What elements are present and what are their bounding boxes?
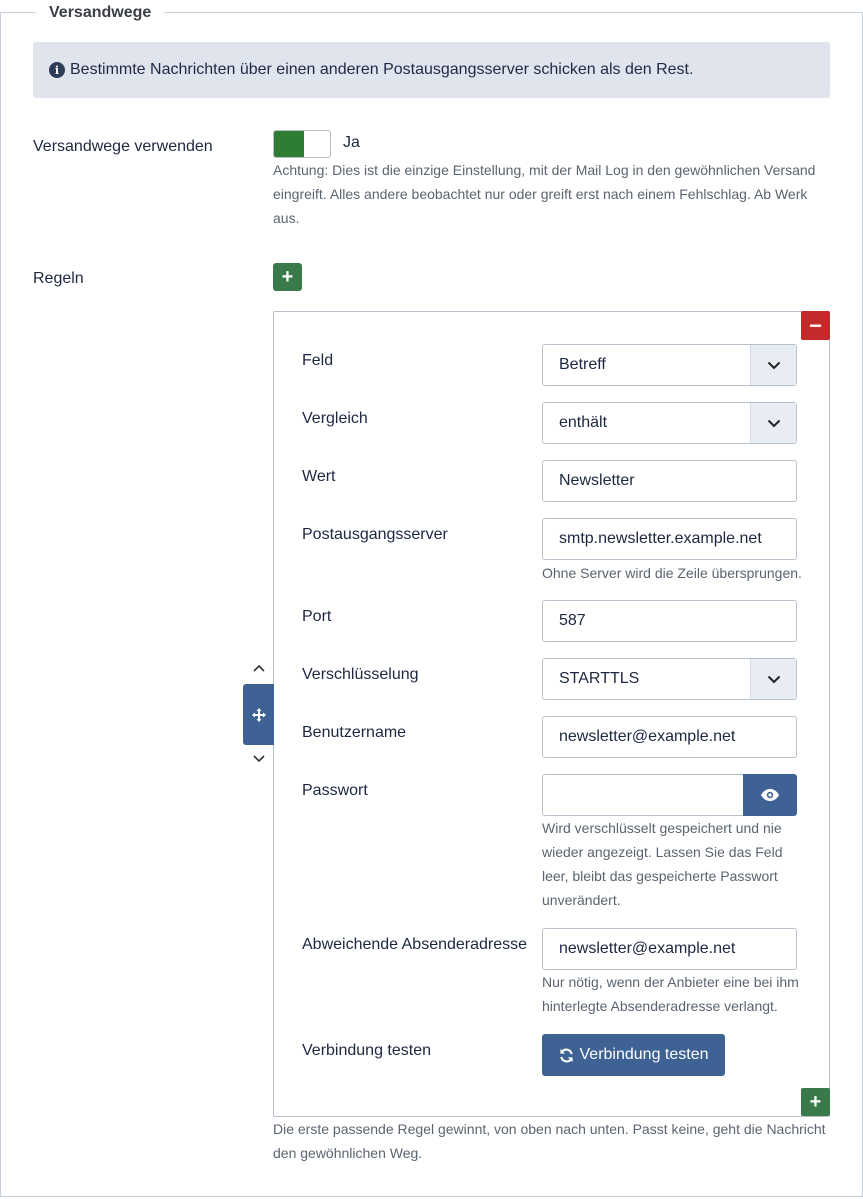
password-help: Wird verschlüsselt gespeichert und nie wieder angezeigt. Lassen Sie das Feld leer, bleibt das gespeicherte Passwort unverändert.	[542, 820, 783, 908]
toggle-state-text: Ja	[343, 134, 360, 151]
info-alert	[33, 42, 830, 98]
info-icon: i	[49, 62, 65, 78]
drag-handle[interactable]	[243, 684, 274, 745]
password-label: Passwort	[302, 782, 368, 799]
encryption-select[interactable]	[542, 658, 797, 700]
sender-help: Nur nötig, wenn der Anbieter eine bei ihm hinterlegte Absenderadresse verlangt.	[542, 974, 799, 1014]
add-rule-below-button[interactable]: +	[801, 1088, 830, 1116]
comparison-label: Vergleich	[302, 410, 368, 427]
server-help: Ohne Server wird die Zeile übersprungen.	[542, 565, 802, 581]
encryption-label: Verschlüsselung	[302, 666, 419, 683]
alert-text: Bestimmte Nachrichten über einen anderen Postausgangsserver schicken als den Rest.	[70, 61, 694, 78]
toggle-on-indicator	[274, 131, 304, 157]
chevron-down-icon	[750, 403, 796, 443]
server-label: Postausgangsserver	[302, 526, 448, 543]
chevron-down-icon	[750, 345, 796, 385]
move-icon	[252, 708, 266, 722]
encryption-select-value: STARTTLS	[559, 670, 640, 687]
add-rule-button[interactable]: +	[273, 263, 302, 291]
rules-label: Regeln	[33, 270, 84, 287]
fieldset-legend: Versandwege	[36, 2, 164, 24]
remove-rule-button[interactable]: −	[801, 311, 830, 340]
test-connection-button-label: Verbindung testen	[579, 1046, 709, 1063]
comparison-select[interactable]	[542, 402, 797, 444]
field-select-value: Betreff	[559, 356, 606, 373]
sender-label: Abweichende Absenderadresse	[302, 936, 528, 953]
chevron-down-icon	[750, 659, 796, 699]
value-input[interactable]: Newsletter	[542, 460, 797, 502]
use-routes-help: Achtung: Dies ist die einzige Einstellung, mit der Mail Log in den gewöhnlichen Versand eingreift. Alles andere beobachtet nur oder greift erst nach einem Fehlschlag. Ab Werk aus.	[273, 162, 816, 226]
rules-footer-help: Die erste passende Regel gewinnt, von oben nach unten. Passt keine, geht die Nachricht den gewöhnlichen Weg.	[273, 1121, 826, 1161]
move-up-icon[interactable]	[250, 661, 268, 675]
sender-input[interactable]: newsletter@example.net	[542, 928, 797, 970]
show-password-button[interactable]	[743, 774, 797, 816]
port-label: Port	[302, 608, 332, 625]
use-routes-label: Versandwege verwenden	[33, 138, 213, 155]
username-label: Benutzername	[302, 724, 407, 741]
test-label: Verbindung testen	[302, 1042, 431, 1059]
port-input[interactable]: 587	[542, 600, 797, 642]
username-input[interactable]: newsletter@example.net	[542, 716, 797, 758]
test-connection-button[interactable]	[542, 1034, 725, 1076]
use-routes-toggle[interactable]	[273, 130, 331, 158]
comparison-select-value: enthält	[559, 414, 608, 431]
field-label: Feld	[302, 352, 334, 369]
move-down-icon[interactable]	[250, 752, 268, 766]
refresh-icon	[559, 1048, 574, 1063]
password-input[interactable]	[542, 774, 744, 816]
server-input[interactable]: smtp.newsletter.example.net	[542, 518, 797, 560]
eye-icon	[761, 789, 779, 801]
field-select[interactable]	[542, 344, 797, 386]
value-label: Wert	[302, 468, 336, 485]
